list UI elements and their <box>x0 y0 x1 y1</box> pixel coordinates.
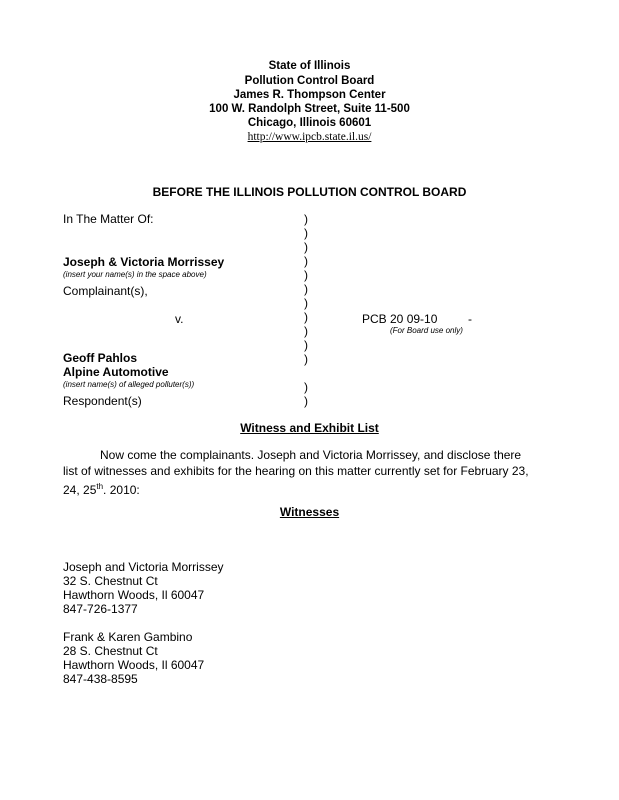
complainant-names: Joseph & Victoria Morrissey <box>63 255 225 269</box>
witness-name: Joseph and Victoria Morrissey <box>63 560 224 574</box>
intro-line-3-end: . 2010: <box>103 483 140 497</box>
caption-paren: ) <box>304 324 308 338</box>
witness-street: 32 S. Chestnut Ct <box>63 574 158 588</box>
header-state: State of Illinois <box>268 60 351 72</box>
versus-label: v. <box>175 312 184 326</box>
witness-name: Frank & Karen Gambino <box>63 630 193 644</box>
intro-line-3-start: 24, 25 <box>63 483 97 497</box>
caption-paren: ) <box>304 310 308 324</box>
in-the-matter-label: In The Matter Of: <box>63 212 154 226</box>
intro-line-2: list of witnesses and exhibits for the hearing on this matter currently set for February 23, <box>63 464 529 478</box>
caption-paren: ) <box>304 254 308 268</box>
respondent-name-1: Geoff Pahlos <box>63 351 138 365</box>
before-board-heading: BEFORE THE ILLINOIS POLLUTION CONTROL BOARD <box>152 185 467 199</box>
witness-city: Hawthorn Woods, Il 60047 <box>63 588 205 602</box>
header-city: Chicago, Illinois 60601 <box>247 117 372 129</box>
caption-paren: ) <box>304 394 308 408</box>
complainant-label: Complainant(s), <box>63 284 148 298</box>
header-board: Pollution Control Board <box>244 75 375 87</box>
caption-paren: ) <box>304 268 308 282</box>
witness-phone: 847-726-1377 <box>63 602 138 616</box>
witness-city: Hawthorn Woods, Il 60047 <box>63 658 205 672</box>
witnesses-heading: Witnesses <box>279 505 340 519</box>
respondent-label: Respondent(s) <box>63 394 142 408</box>
case-number: PCB 20 09-10 <box>362 312 438 326</box>
witness-phone: 847-438-8595 <box>63 672 138 686</box>
case-number-dash: - <box>468 312 472 326</box>
header-center: James R. Thompson Center <box>233 89 386 101</box>
caption-paren: ) <box>304 338 308 352</box>
caption-paren: ) <box>304 212 308 226</box>
board-use-only-note: (For Board use only) <box>390 326 463 335</box>
respondent-name-2: Alpine Automotive <box>63 365 169 379</box>
caption-paren: ) <box>304 296 308 310</box>
caption-paren: ) <box>304 226 308 240</box>
intro-line-3 <box>63 480 140 497</box>
witness-street: 28 S. Chestnut Ct <box>63 644 158 658</box>
intro-line-1: Now come the complainants. Joseph and Victoria Morrissey, and disclose there <box>100 448 522 462</box>
caption-paren: ) <box>304 352 308 366</box>
intro-line-3-superscript: th <box>96 482 104 491</box>
header-url-link[interactable]: http://www.ipcb.state.il.us/ <box>247 131 372 143</box>
caption-paren: ) <box>304 380 308 394</box>
document-title: Witness and Exhibit List <box>240 421 379 435</box>
header-street: 100 W. Randolph Street, Suite 11-500 <box>209 103 410 115</box>
caption-paren: ) <box>304 240 308 254</box>
caption-paren: ) <box>304 282 308 296</box>
respondent-hint: (insert name(s) of alleged polluter(s)) <box>63 380 195 389</box>
complainant-hint: (insert your name(s) in the space above) <box>63 270 207 279</box>
